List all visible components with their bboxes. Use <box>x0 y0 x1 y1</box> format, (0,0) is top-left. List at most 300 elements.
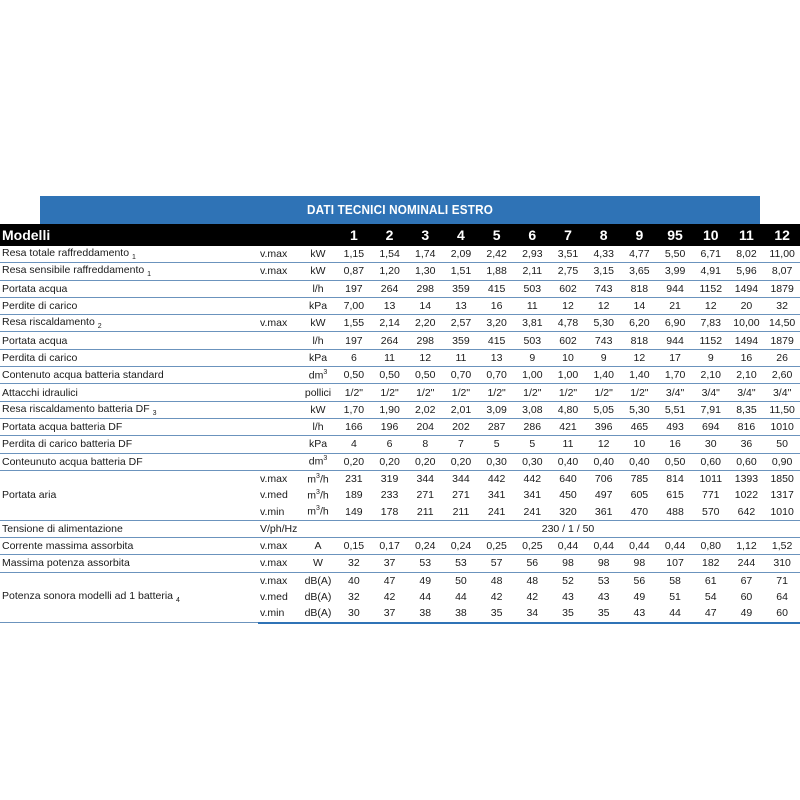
value-cell: 38 <box>407 605 443 622</box>
value-cell: 0,50 <box>407 367 443 384</box>
value-cell: 421 <box>550 418 586 435</box>
value-cell: 2,14 <box>372 315 408 332</box>
model-header: 12 <box>774 227 790 243</box>
value-cell: 396 <box>586 418 622 435</box>
value-cell: 1,54 <box>372 246 408 263</box>
row-label: Resa riscaldamento batteria DF $_3$ <box>0 401 258 418</box>
value-cell: 0,17 <box>372 538 408 555</box>
value-cell: 9 <box>514 349 550 366</box>
value-cell: 3/4" <box>729 384 765 401</box>
value-cell: 271 <box>416 489 435 502</box>
value-cell: 37 <box>372 555 408 572</box>
value-cell: 42 <box>383 591 396 604</box>
speed-cell <box>258 384 300 401</box>
table-header <box>0 224 800 246</box>
value-cell: 26 <box>764 349 800 366</box>
value-cell: 49 <box>419 574 432 587</box>
speed-cell: v.max <box>258 555 300 572</box>
value-cell: 12 <box>550 297 586 314</box>
value-cell: 60 <box>740 591 753 604</box>
table-row <box>0 572 800 589</box>
value-cell: 6,20 <box>622 315 658 332</box>
unit-cell: dB(A) <box>304 574 332 587</box>
value-cell: 0,40 <box>622 453 658 470</box>
value-cell: 11 <box>550 436 586 453</box>
value-cell: 34 <box>514 605 550 622</box>
speed-cell: v.med <box>260 489 288 502</box>
speed-cell <box>258 436 300 453</box>
speed-cell <box>258 418 300 435</box>
value-cell: 442 <box>523 473 542 485</box>
value-cell: 204 <box>407 418 443 435</box>
value-cell: 0,20 <box>407 453 443 470</box>
value-cell: 13 <box>372 297 408 314</box>
speed-cell: v.max <box>258 538 300 555</box>
value-cell: 642 <box>729 503 765 520</box>
value-cell: 0,44 <box>622 538 658 555</box>
value-cell: 1393 <box>734 473 759 485</box>
value-cell: 51 <box>669 591 681 604</box>
value-cell: 0,30 <box>479 453 515 470</box>
unit-cell: kW <box>300 315 336 332</box>
value-cell: 202 <box>443 418 479 435</box>
value-cell: 818 <box>622 332 658 349</box>
value-cell: 6 <box>372 436 408 453</box>
value-cell: 30 <box>336 605 372 622</box>
value-cell: 3/4" <box>693 384 729 401</box>
value-cell: 5,05 <box>586 401 622 418</box>
value-cell: 0,60 <box>729 453 765 470</box>
value-cell: 605 <box>630 489 649 502</box>
value-cell: 1,55 <box>336 315 372 332</box>
value-cell: 5 <box>479 436 515 453</box>
value-cell: 13 <box>479 349 515 366</box>
value-cell: 4 <box>336 436 372 453</box>
unit-cell: $m^3/h$ <box>300 503 336 520</box>
value-cell: 1,74 <box>407 246 443 263</box>
speed-cell <box>258 349 300 366</box>
row-label: Tensione di alimentazione <box>0 520 258 537</box>
value-cell: 233 <box>380 489 399 502</box>
value-cell: 50 <box>455 574 467 587</box>
value-cell: 0,20 <box>336 453 372 470</box>
value-cell: 11 <box>443 349 479 366</box>
value-cell: 771 <box>701 489 720 502</box>
table-row <box>0 401 800 418</box>
value-cell: 13 <box>443 297 479 314</box>
value-cell: 12 <box>622 349 658 366</box>
value-cell: 1,15 <box>336 246 372 263</box>
value-cell: 1,52 <box>764 538 800 555</box>
speed-cell <box>258 332 300 349</box>
value-cell: 1/2" <box>586 384 622 401</box>
value-cell: 2,60 <box>764 367 800 384</box>
value-cell: 14 <box>407 297 443 314</box>
speed-cell: v.med <box>260 591 288 604</box>
table-title: DATI TECNICI NOMINALI ESTRO <box>40 196 760 224</box>
model-header: 4 <box>457 227 465 243</box>
value-cell: 3/4" <box>657 384 693 401</box>
value-cell: 1/2" <box>479 384 515 401</box>
model-header: 7 <box>564 227 572 243</box>
value-cell: 0,50 <box>336 367 372 384</box>
value-cell: 44 <box>657 605 693 622</box>
table-row <box>0 520 800 537</box>
value-cell: 6,71 <box>693 246 729 263</box>
value-cell: 5 <box>514 436 550 453</box>
value-cell: 415 <box>479 332 515 349</box>
value-cell: 56 <box>514 555 550 572</box>
unit-cell: W <box>300 555 336 572</box>
value-cell: 8 <box>407 436 443 453</box>
value-cell: 12 <box>586 297 622 314</box>
model-header: 11 <box>739 227 754 243</box>
row-label: Portata aria <box>0 470 258 520</box>
value-cell: 3,15 <box>586 263 622 280</box>
value-cell: 58 <box>669 574 681 587</box>
value-cell: 1,40 <box>586 367 622 384</box>
value-cell: 3/4" <box>764 384 800 401</box>
table-row <box>0 263 800 280</box>
value-cell: 1152 <box>693 332 729 349</box>
value-cell: 0,30 <box>514 453 550 470</box>
value-cell: 0,25 <box>514 538 550 555</box>
unit-cell: dB(A) <box>300 605 336 622</box>
value-cell: 196 <box>372 418 408 435</box>
value-cell: 16 <box>479 297 515 314</box>
value-cell: 16 <box>729 349 765 366</box>
table-row <box>0 297 800 314</box>
model-header: 9 <box>635 227 644 243</box>
value-cell: 32 <box>348 591 360 604</box>
value-cell: 0,24 <box>407 538 443 555</box>
table-row <box>0 315 800 332</box>
value-cell: 3,09 <box>479 401 515 418</box>
value-cell: 1/2" <box>407 384 443 401</box>
value-cell: 7,00 <box>336 297 372 314</box>
value-cell: 1/2" <box>550 384 586 401</box>
value-cell: 2,93 <box>514 246 550 263</box>
value-cell: 10 <box>622 436 658 453</box>
value-cell: 341 <box>523 489 542 502</box>
row-label: Resa riscaldamento $_2$ <box>0 315 258 332</box>
value-cell: 32 <box>336 555 372 572</box>
value-cell: 0,87 <box>336 263 372 280</box>
speed-cell: v.max <box>260 574 288 587</box>
row-label: Massima potenza assorbita <box>0 555 258 572</box>
value-cell: 20 <box>729 297 765 314</box>
value-cell: 319 <box>380 473 399 485</box>
speed-cell <box>258 453 300 470</box>
value-cell: 3,08 <box>514 401 550 418</box>
value-cell: 320 <box>550 503 586 520</box>
value-cell: 48 <box>490 574 503 587</box>
value-cell: 182 <box>693 555 729 572</box>
unit-cell: kPa <box>300 297 336 314</box>
value-cell: 264 <box>372 332 408 349</box>
value-cell: 54 <box>704 591 717 604</box>
value-cell: 1,30 <box>407 263 443 280</box>
value-cell: 1,90 <box>372 401 408 418</box>
table-row <box>0 418 800 435</box>
value-cell: 570 <box>693 503 729 520</box>
value-cell: 7,83 <box>693 315 729 332</box>
value-cell: 61 <box>704 574 717 587</box>
value-cell: 816 <box>729 418 765 435</box>
speed-cell <box>258 297 300 314</box>
value-cell: 1011 <box>699 473 723 485</box>
value-cell: 64 <box>776 591 788 604</box>
value-cell: 0,15 <box>336 538 372 555</box>
value-cell: 359 <box>443 280 479 297</box>
value-cell: 602 <box>550 332 586 349</box>
table-row <box>0 246 800 263</box>
value-cell: 107 <box>657 555 693 572</box>
value-cell: 0,50 <box>372 367 408 384</box>
value-cell: 8,02 <box>729 246 765 263</box>
value-cell: 2,42 <box>479 246 515 263</box>
value-cell: 361 <box>586 503 622 520</box>
unit-cell: l/h <box>300 418 336 435</box>
value-cell: 2,10 <box>729 367 765 384</box>
row-label: Portata acqua batteria DF <box>0 418 258 435</box>
unit-cell: V/ph/Hz <box>258 520 336 537</box>
value-cell: 12 <box>586 436 622 453</box>
value-cell: 1022 <box>734 489 759 502</box>
value-cell: 1,00 <box>550 367 586 384</box>
value-cell: 0,24 <box>443 538 479 555</box>
value-cell: 44 <box>419 591 432 604</box>
value-cell: 271 <box>452 489 470 502</box>
value-cell: 98 <box>550 555 586 572</box>
value-cell: 8,35 <box>729 401 765 418</box>
value-cell: 8,07 <box>764 263 800 280</box>
value-cell: 341 <box>487 489 506 502</box>
value-cell: 7,91 <box>693 401 729 418</box>
model-header: 10 <box>702 227 719 243</box>
value-cell: 0,44 <box>657 538 693 555</box>
value-cell: 2,09 <box>443 246 479 263</box>
value-cell: 944 <box>657 332 693 349</box>
value-cell: 2,11 <box>514 263 550 280</box>
row-label: Perdita di carico batteria DF <box>0 436 258 453</box>
value-cell: 5,30 <box>586 315 622 332</box>
model-header: 6 <box>528 227 537 243</box>
value-cell: 0,60 <box>693 453 729 470</box>
value-cell: 503 <box>514 332 550 349</box>
value-cell: 44 <box>455 591 467 604</box>
table-row <box>0 367 800 384</box>
unit-cell: kW <box>300 263 336 280</box>
row-label: Contenuto acqua batteria standard <box>0 367 258 384</box>
unit-cell: kW <box>300 246 336 263</box>
value-cell: 344 <box>416 473 435 485</box>
value-cell: 211 <box>407 503 443 520</box>
value-cell: 21 <box>657 297 693 314</box>
value-cell: 0,44 <box>550 538 586 555</box>
value-cell: 49 <box>633 591 646 604</box>
value-cell: 53 <box>597 574 610 587</box>
spec-table <box>0 224 800 624</box>
row-label: Conteunuto acqua batteria DF <box>0 453 258 470</box>
value-cell: 9 <box>693 349 729 366</box>
model-header: 2 <box>385 227 394 243</box>
value-cell: 2,75 <box>550 263 586 280</box>
value-cell: 2,57 <box>443 315 479 332</box>
value-cell: 35 <box>586 605 622 622</box>
value-cell: 5,51 <box>657 401 693 418</box>
value-cell: 35 <box>479 605 515 622</box>
value-cell: 197 <box>336 332 372 349</box>
value-cell: 4,91 <box>693 263 729 280</box>
row-label: Portata acqua <box>0 332 258 349</box>
value-cell: 6 <box>336 349 372 366</box>
value-cell: 178 <box>372 503 408 520</box>
row-label: Perdite di carico <box>0 297 258 314</box>
value-cell: 53 <box>407 555 443 572</box>
model-header: 5 <box>492 227 501 243</box>
value-cell: 310 <box>764 555 800 572</box>
row-label: Portata acqua <box>0 280 258 297</box>
unit-cell: $dm^3$ <box>300 367 336 384</box>
value-cell: 814 <box>666 473 684 485</box>
value-cell: 298 <box>407 280 443 297</box>
value-cell: 5,30 <box>622 401 658 418</box>
value-cell: 43 <box>562 591 574 604</box>
value-cell: 1494 <box>729 280 765 297</box>
speed-cell: v.max <box>258 246 300 263</box>
unit-cell: pollici <box>300 384 336 401</box>
value-cell: 0,40 <box>550 453 586 470</box>
value-cell: 71 <box>776 574 788 587</box>
value-cell: 30 <box>693 436 729 453</box>
value-cell: 241 <box>514 503 550 520</box>
unit-cell: A <box>300 538 336 555</box>
value-cell: 287 <box>479 418 515 435</box>
value-cell: 1,20 <box>372 263 408 280</box>
value-cell: 1152 <box>693 280 729 297</box>
speed-cell: v.max <box>258 263 300 280</box>
value-cell: 3,99 <box>657 263 693 280</box>
value-cell: 1,70 <box>336 401 372 418</box>
row-label: Potenza sonora modelli ad 1 batteria $_4$ <box>0 572 258 622</box>
value-cell: 10 <box>550 349 586 366</box>
value-cell: 17 <box>657 349 693 366</box>
value-cell: 1/2" <box>622 384 658 401</box>
value-cell: 48 <box>526 574 539 587</box>
speed-cell: v.max <box>260 473 288 485</box>
value-cell: 1,88 <box>479 263 515 280</box>
value-cell: 706 <box>594 473 613 485</box>
unit-cell: dB(A) <box>304 591 332 604</box>
value-cell: 50 <box>764 436 800 453</box>
value-cell: 43 <box>597 591 610 604</box>
value-cell: 1879 <box>764 332 800 349</box>
unit-cell: kPa <box>300 436 336 453</box>
value-cell: 42 <box>490 591 503 604</box>
row-label: Corrente massima assorbita <box>0 538 258 555</box>
row-label: Resa totale raffreddamento $_1$ <box>0 246 258 263</box>
value-cell: 149 <box>336 503 372 520</box>
value-cell: 470 <box>622 503 658 520</box>
value-cell: 60 <box>764 605 800 622</box>
value-cell: 36 <box>729 436 765 453</box>
table-row <box>0 436 800 453</box>
value-cell: 231 <box>345 473 363 485</box>
value-cell: 1879 <box>764 280 800 297</box>
value-cell: 0,25 <box>479 538 515 555</box>
value-cell: 9 <box>586 349 622 366</box>
value-cell: 47 <box>693 605 729 622</box>
value-cell: 0,44 <box>586 538 622 555</box>
value-cell: 488 <box>657 503 693 520</box>
unit-cell: kPa <box>300 349 336 366</box>
value-cell: 1/2" <box>372 384 408 401</box>
value-cell: 52 <box>562 574 574 587</box>
speed-cell: v.min <box>258 503 300 520</box>
value-cell: 4,80 <box>550 401 586 418</box>
value-cell: 43 <box>622 605 658 622</box>
table-row <box>0 538 800 555</box>
value-cell: 3,81 <box>514 315 550 332</box>
value-cell: 57 <box>479 555 515 572</box>
value-cell: 47 <box>383 574 396 587</box>
value-cell: 0,40 <box>586 453 622 470</box>
value-cell: 503 <box>514 280 550 297</box>
value-cell: 32 <box>764 297 800 314</box>
row-label: Resa sensibile raffreddamento $_1$ <box>0 263 258 280</box>
value-cell: 442 <box>487 473 506 485</box>
speed-cell <box>258 401 300 418</box>
value-cell: 3,20 <box>479 315 515 332</box>
value-cell: 230 / 1 / 50 <box>336 520 800 537</box>
value-cell: 0,20 <box>443 453 479 470</box>
unit-cell: kW <box>300 401 336 418</box>
value-cell: 5,50 <box>657 246 693 263</box>
value-cell: 1,00 <box>514 367 550 384</box>
value-cell: 493 <box>657 418 693 435</box>
value-cell: 298 <box>407 332 443 349</box>
value-cell: 818 <box>622 280 658 297</box>
value-cell: 98 <box>622 555 658 572</box>
value-cell: 98 <box>586 555 622 572</box>
row-label: Attacchi idraulici <box>0 384 258 401</box>
table-row <box>0 470 800 487</box>
value-cell: 3,65 <box>622 263 658 280</box>
value-cell: 1,12 <box>729 538 765 555</box>
model-header: 8 <box>599 227 608 243</box>
value-cell: 53 <box>443 555 479 572</box>
value-cell: 1494 <box>729 332 765 349</box>
value-cell: 12 <box>407 349 443 366</box>
value-cell: 743 <box>586 332 622 349</box>
value-cell: 359 <box>443 332 479 349</box>
value-cell: 0,80 <box>693 538 729 555</box>
value-cell: 264 <box>372 280 408 297</box>
value-cell: 40 <box>348 574 360 587</box>
table-row <box>0 280 800 297</box>
value-cell: 1,40 <box>622 367 658 384</box>
value-cell: 615 <box>666 489 684 502</box>
spec-sheet <box>0 196 800 624</box>
value-cell: 5,96 <box>729 263 765 280</box>
speed-cell <box>258 367 300 384</box>
value-cell: 11,50 <box>764 401 800 418</box>
header-label: Modelli <box>2 227 51 243</box>
value-cell: 640 <box>559 473 577 485</box>
table-row <box>0 384 800 401</box>
value-cell: 2,20 <box>407 315 443 332</box>
